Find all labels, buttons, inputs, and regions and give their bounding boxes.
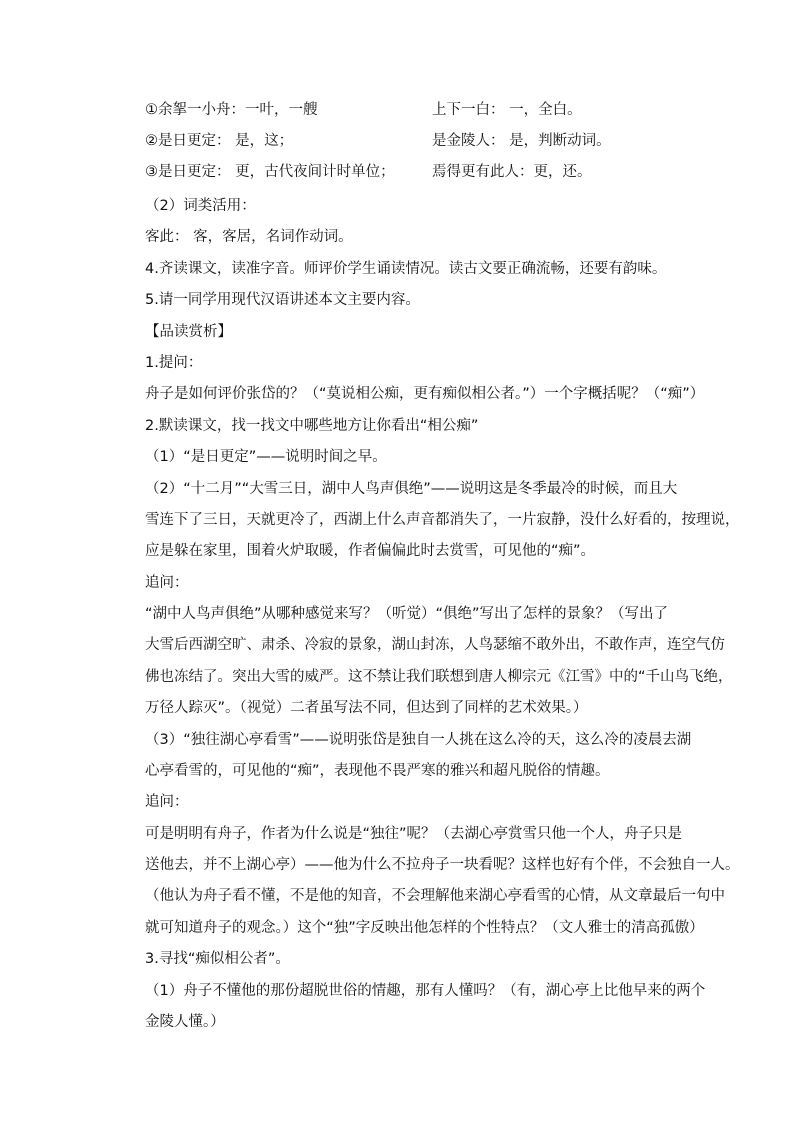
annotation-row-3-left: ③是日更定： 更，古代夜间计时单位；: [145, 164, 395, 180]
question-3-item-1-line-2: 金陵人懂。）: [145, 1014, 225, 1030]
annotation-row-2-left: ②是日更定： 是，这；: [145, 133, 294, 149]
question-3-text: 3.寻找“痴似相公者”。: [145, 951, 290, 967]
follow-up-2-line-1: 可是明明有舟子，作者为什么说是“独往”呢？（去湖心亭赏雪只他一个人，舟子只是: [145, 826, 683, 842]
question-2-item-3-line-2: 心亭看雪的，可见他的“痴”，表现他不畏严寒的雅兴和超凡脱俗的情趣。: [145, 763, 610, 779]
question-2-item-2-line-3: 应是躲在家里，围着火炉取暖，作者偏偏此时去赏雪，可见他的“痴”。: [145, 543, 596, 559]
question-1-label: 1.提问：: [145, 355, 203, 371]
question-2-item-1: （1）“是日更定”——说明时间之早。: [145, 449, 387, 465]
annotation-row-2-right: 是金陵人： 是，判断动词。: [432, 133, 611, 149]
follow-up-1-label: 追问：: [145, 575, 189, 591]
kebi-note: 客此： 客，客居，名词作动词。: [145, 229, 353, 245]
question-1-text: 舟子是如何评价张岱的？（“莫说相公痴，更有痴似相公者。”）一个字概括呢？（“痴”）: [145, 386, 705, 402]
follow-up-2-line-3: （他认为舟子看不懂，不是他的知音，不会理解他来湖心亭看雪的心情，从文章最后一句中: [145, 888, 725, 904]
follow-up-1-line-3: 佛也冻结了。突出大雪的威严。这不禁让我们联想到唐人柳宗元《江雪》中的“千山鸟飞绝，: [145, 669, 733, 685]
follow-up-1-line-4: 万径人踪灭”。（视觉）二者虽写法不同，但达到了同样的艺术效果。）: [145, 700, 588, 716]
follow-up-1-line-1: “湖中人鸟声俱绝”从哪种感觉来写？（听觉）“俱绝”写出了怎样的景象？（写出了: [145, 606, 669, 622]
annotation-row-1-left: ①余挐一小舟：一叶，一艘: [145, 102, 318, 118]
follow-up-2-line-4: 就可知道舟子的观念。）这个“独”字反映出他怎样的个性特点？（文人雅士的清高孤傲）: [145, 920, 704, 936]
follow-up-2-label: 追问：: [145, 794, 189, 810]
follow-up-2-line-2: 送他去，并不上湖心亭）——他为什么不拉舟子一块看呢？这样也好有个伴，不会独自一人。: [145, 857, 740, 873]
annotation-row-1-right: 上下一白： 一，全白。: [432, 102, 582, 118]
follow-up-1-line-2: 大雪后西湖空旷、肃杀、冷寂的景象，湖山封冻，人鸟瑟缩不敢外出，不敢作声，连空气仿: [145, 637, 725, 653]
appreciation-heading: 【品读赏析】: [145, 324, 232, 340]
step-4: 4.齐读课文，读准字音。师评价学生诵读情况。读古文要正确流畅，还要有韵味。: [145, 261, 667, 277]
word-class-heading: （2）词类活用：: [145, 198, 256, 214]
step-5: 5.请一同学用现代汉语讲述本文主要内容。: [145, 292, 420, 308]
annotation-row-3-right: 焉得更有此人：更，还。: [432, 164, 592, 180]
question-2-text: 2.默读课文，找一找文中哪些地方让你看出“相公痴”: [145, 418, 479, 434]
question-3-item-1-line-1: （1）舟子不懂他的那份超脱世俗的情趣，那有人懂吗？（有，湖心亭上比他早来的两个: [145, 983, 706, 999]
question-2-item-2-line-1: （2）“十二月”“大雪三日，湖中人鸟声俱绝”——说明这是冬季最冷的时候，而且大: [145, 481, 678, 497]
question-2-item-3-line-1: （3）“独往湖心亭看雪”——说明张岱是独自一人挑在这么冷的天，这么冷的凌晨去湖: [145, 732, 692, 748]
question-2-item-2-line-2: 雪连下了三日，天就更冷了，西湖上什么声音都消失了，一片寂静，没什么好看的，按理说，: [145, 512, 740, 528]
